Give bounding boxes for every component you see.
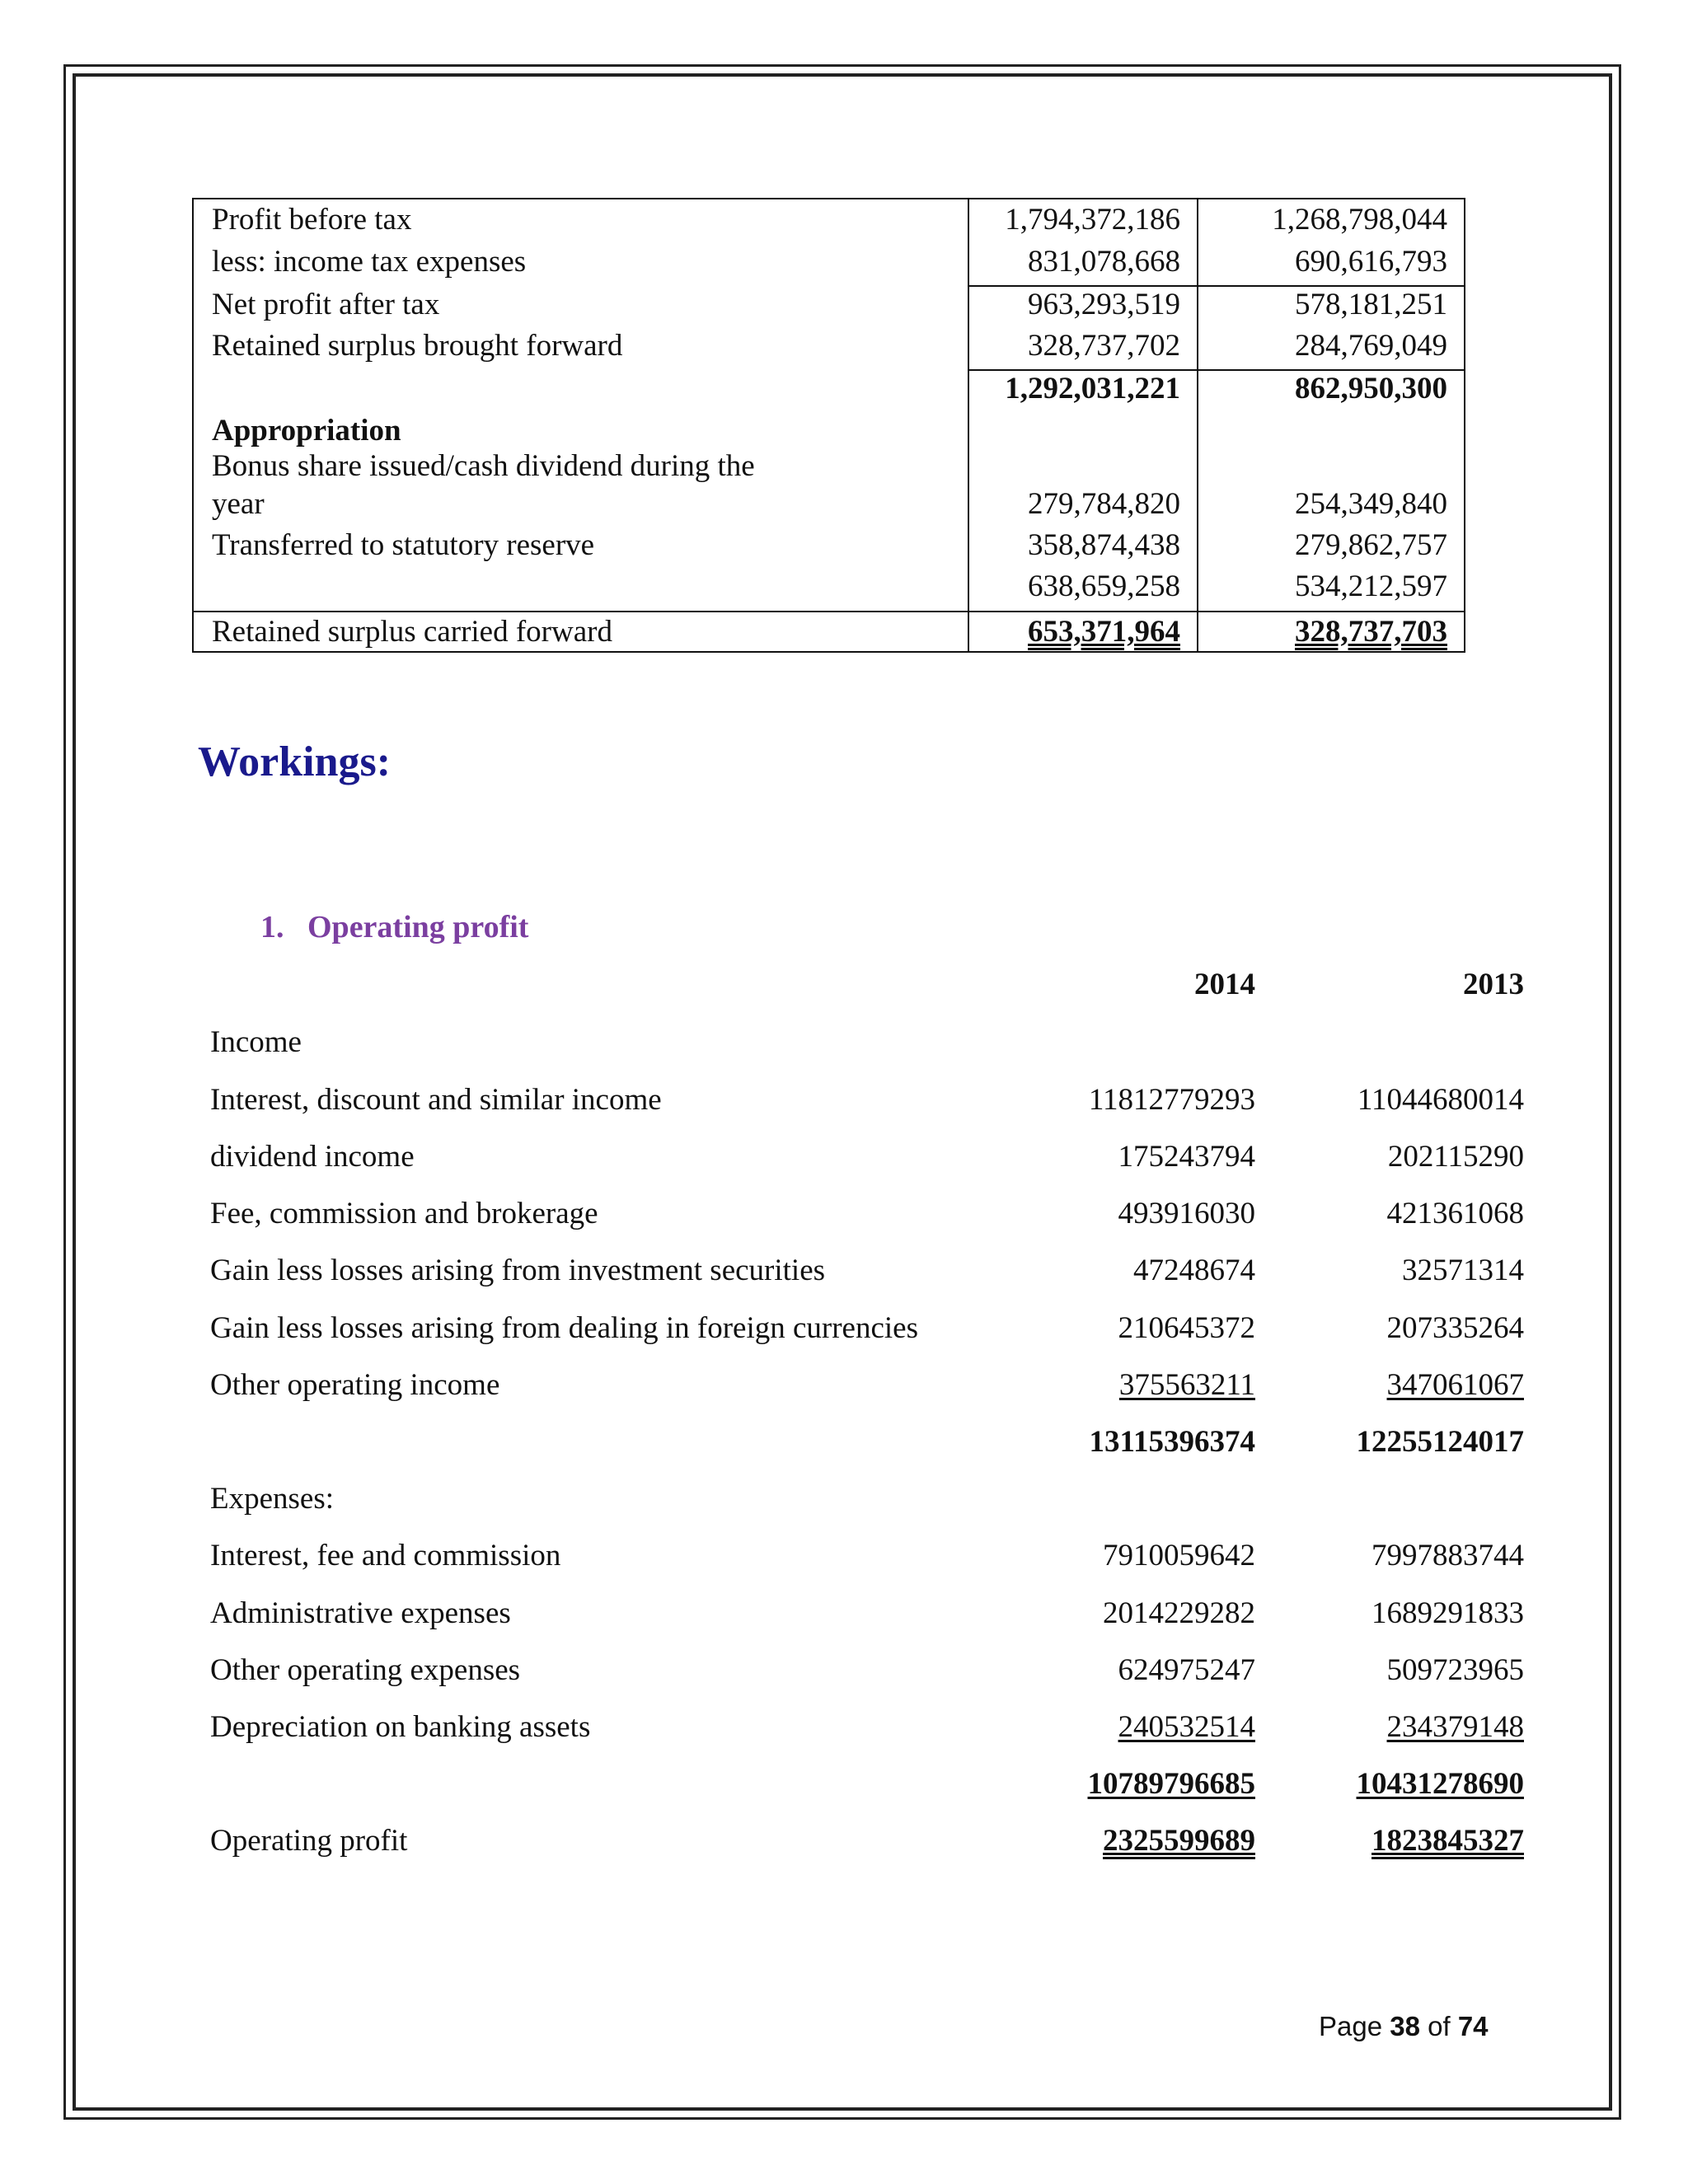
income-row-label: Gain less losses arising from dealing in foreign currencies [210,1311,918,1345]
value-2014: 328,737,702 [1028,329,1180,363]
value-2013: 284,769,049 [1295,329,1447,363]
row-label: Net profit after tax [212,288,440,321]
row-label: Profit before tax [212,203,412,237]
subtotal-2014: 1,292,031,221 [1005,372,1180,405]
value-2013: 534,212,597 [1295,569,1447,603]
expense-value-2013: 509723965 [1386,1653,1524,1687]
expense-value-2013: 7997883744 [1372,1539,1524,1572]
value-2013: 690,616,793 [1295,245,1447,279]
value-2013: 1,268,798,044 [1272,203,1447,237]
section-title: Operating profit [307,910,529,944]
value-2013: 279,862,757 [1295,528,1447,562]
row-rule [194,611,1464,612]
row-label: Bonus share issued/cash dividend during the [212,449,755,483]
income-total-2013: 12255124017 [1356,1425,1524,1459]
row-label: year [212,487,265,521]
section-number: 1. [260,910,284,944]
page-of: of [1419,2011,1458,2041]
expense-value-2014: 2014229282 [1103,1596,1255,1630]
income-label: Income [210,1025,302,1059]
expenses-total-2014: 10789796685 [1087,1767,1255,1801]
row-label: less: income tax expenses [212,245,527,279]
total-2013: 328,737,703 [1295,615,1447,649]
income-row-label: dividend income [210,1140,415,1174]
income-value-2013: 202115290 [1387,1140,1524,1174]
page-prefix: Page [1319,2011,1390,2041]
subtotal-2013: 862,950,300 [1295,372,1447,405]
operating-profit-2014: 2325599689 [1103,1824,1255,1858]
income-value-2014: 11812779293 [1088,1083,1255,1117]
value-2014: 279,784,820 [1028,487,1180,521]
row-label: Transferred to statutory reserve [212,528,595,562]
expense-value-2014: 624975247 [1118,1653,1255,1687]
page-number [1319,2011,1489,2042]
operating-profit-2013: 1823845327 [1372,1824,1524,1858]
income-value-2013: 421361068 [1386,1197,1524,1230]
value-2014: 638,659,258 [1028,569,1180,603]
value-2014: 1,794,372,186 [1005,203,1180,237]
expense-value-2014: 7910059642 [1103,1539,1255,1572]
income-total-2014: 13115396374 [1089,1425,1255,1459]
row-label: Retained surplus brought forward [212,329,623,363]
value-2013: 578,181,251 [1295,288,1447,321]
expense-row-label: Depreciation on banking assets [210,1710,591,1744]
page-total: 74 [1457,2011,1489,2041]
value-2013: 254,349,840 [1295,487,1447,521]
expense-value-2013: 1689291833 [1372,1596,1524,1630]
section-heading [260,909,528,945]
expense-row-label: Administrative expenses [210,1596,511,1630]
year-header-2014: 2014 [1194,968,1255,1001]
row-label: Appropriation [212,414,401,448]
income-value-2013: 11044680014 [1357,1083,1524,1117]
value-2014: 831,078,668 [1028,245,1180,279]
income-value-2013: 207335264 [1386,1311,1524,1345]
income-value-2014: 210645372 [1118,1311,1255,1345]
total-2014: 653,371,964 [1028,615,1180,649]
income-value-2014: 175243794 [1118,1140,1255,1174]
workings-heading: Workings: [198,738,392,785]
retained-surplus-table [192,198,1465,653]
value-2014: 963,293,519 [1028,288,1180,321]
expenses-label: Expenses: [210,1482,335,1516]
income-value-2013: 347061067 [1386,1368,1524,1402]
income-value-2013: 32571314 [1402,1254,1524,1287]
income-value-2014: 375563211 [1118,1368,1255,1402]
value-2014: 358,874,438 [1028,528,1180,562]
income-row-label: Interest, discount and similar income [210,1083,662,1117]
income-row-label: Gain less losses arising from investment securities [210,1254,826,1287]
expenses-total-2013: 10431278690 [1356,1767,1524,1801]
row-rule [968,285,1464,287]
expense-row-label: Interest, fee and commission [210,1539,561,1572]
income-row-label: Fee, commission and brokerage [210,1197,598,1230]
income-value-2014: 47248674 [1133,1254,1255,1287]
operating-profit-label: Operating profit [210,1824,408,1858]
expense-value-2013: 234379148 [1386,1710,1524,1744]
income-row-label: Other operating income [210,1368,500,1402]
row-label: Retained surplus carried forward [212,615,612,649]
page-current: 38 [1390,2011,1420,2041]
expense-value-2014: 240532514 [1118,1710,1255,1744]
income-value-2014: 493916030 [1118,1197,1255,1230]
year-header-2013: 2013 [1463,968,1524,1001]
expense-row-label: Other operating expenses [210,1653,521,1687]
row-rule [968,369,1464,371]
